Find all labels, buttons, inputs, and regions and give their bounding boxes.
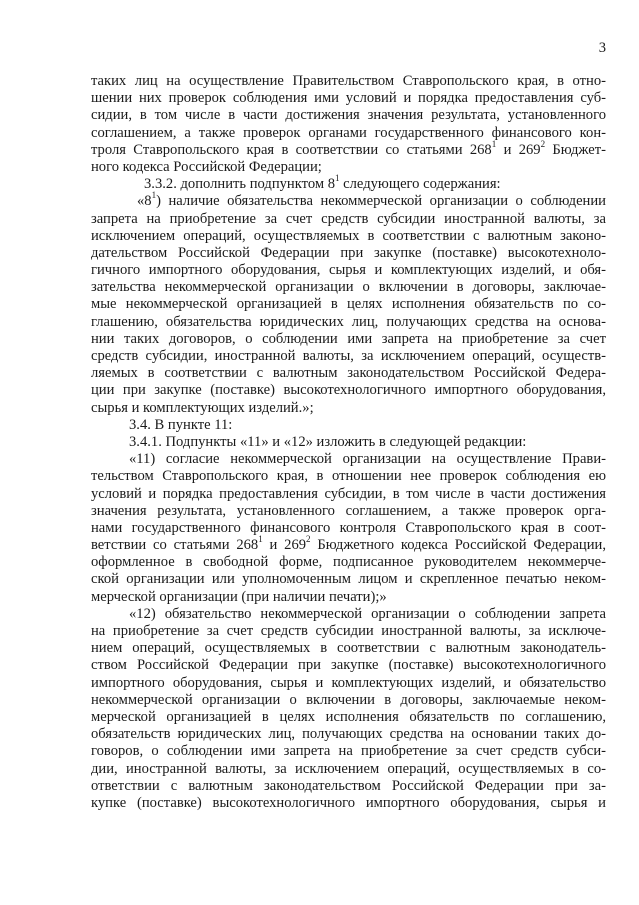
text-line: нии таких договоров, о соблюдении ими запрета на приобретение за счет: [91, 330, 606, 347]
text-line: запрета на приобретение за счет средств субсидии иностранной валюты, за: [91, 210, 606, 227]
text-line: мерческой организацией в целях исполнения обязательств по соглашению,: [91, 708, 606, 725]
text-line: ством Российской Федерации при закупке (поставке) высокотехнологичного: [91, 657, 606, 674]
text-line: троля Ставропольского края в соответствии со статьями $268^1$ и $269^2$ Бюджет-: [91, 138, 606, 158]
page-number: 3: [598, 40, 606, 56]
text-line: ветствии со статьями $268^1$ и $269^2$ Бюджетного кодекса Российской Федерации,: [91, 534, 606, 554]
subclause-8-1: [91, 190, 606, 416]
text-line: мерческой организации (при наличии печати);»: [91, 588, 387, 605]
text-line: тельством Ставропольского края, в отношении нее проверок соблюдения ею: [91, 468, 606, 485]
text-line: «11) согласие некоммерческой организации на осуществление Прави-: [129, 451, 606, 468]
clause-3-3-2: 3.3.2. дополнить подпунктом $8^1$ следующего содержания:: [144, 173, 501, 193]
text-line: нием операций, осуществляемых в соответствии с валютным законодатель-: [91, 640, 606, 657]
text-line: сидии, в том числе в части достижения значения результата, установленного: [91, 107, 606, 124]
text-line: дии, иностранной валюты, за исключением операций, осуществляемых в со-: [91, 760, 606, 777]
text-line: ного кодекса Российской Федерации;: [91, 158, 322, 175]
text-line: гичного импортного оборудования, сырья и комплектующих изделий, и обя-: [91, 262, 606, 279]
text-line: некоммерческой организации о включении в договоры, заключаемые неком-: [91, 691, 606, 708]
subclause-11: [91, 451, 606, 606]
text-line: ответствии с валютным законодательством Российской Федерации при за-: [91, 777, 606, 794]
clause-3-4: 3.4. В пункте 11:: [129, 416, 233, 433]
text-line: шении них проверок соблюдения ими условий и порядка предоставления суб-: [91, 90, 606, 107]
text-line: мые некоммерческой организацией в целях исполнения обязательств по со-: [91, 296, 606, 313]
subclause-12: [91, 606, 606, 812]
text-line: купке (поставке) высокотехнологичного импортного оборудования, сырья и: [91, 794, 606, 811]
text-line: значения результата, установленного соглашением, а также проверок орга-: [91, 502, 606, 519]
text-line: нами государственного финансового контроля Ставропольского края в соот-: [91, 519, 606, 536]
text-line: средств субсидии, иностранной валюты, за исключением операций, осуществ-: [91, 348, 606, 364]
document-body: [91, 73, 606, 812]
text-line: на приобретение за счет средств субсидии иностранной валюты, за исключе-: [91, 623, 606, 639]
text-line: сырья и комплектующих изделий.»;: [91, 399, 314, 416]
text-line: ции при закупке (поставке) высокотехнологичного импортного оборудования,: [91, 382, 606, 399]
text-line: импортного оборудования, сырья и комплектующих изделий, и обязательство: [91, 674, 606, 691]
text-line: соглашением, а также проверок органами государственного финансового кон-: [91, 124, 606, 141]
text-line: говоров, о соблюдении ими запрета на приобретение за счет средств субси-: [91, 743, 606, 760]
text-line: глашению, обязательства юридических лиц, получающих средства на основа-: [91, 313, 606, 330]
clause-3-4-1: 3.4.1. Подпункты «11» и «12» изложить в следующей редакции:: [129, 433, 527, 450]
paragraph-continuation: [91, 73, 606, 176]
text-line: таких лиц на осуществление Правительством Ставропольского края, в отно-: [91, 73, 606, 89]
text-line: «12) обязательство некоммерческой организации о соблюдении запрета: [129, 605, 606, 622]
text-line: «$8^1$) наличие обязательства некоммерческой организации о соблюдении: [137, 190, 606, 210]
text-line: зательства некоммерческой организации о включении в договоры, заключае-: [91, 279, 606, 296]
text-line: обязательств юридических лиц, получающих средства на основании таких до-: [91, 726, 606, 743]
text-line: ской организации или уполномоченным лицом и скрепленное печатью неком-: [91, 571, 606, 588]
text-line: дательством Российской Федерации при закупке (поставке) высокотехноло-: [91, 244, 606, 261]
text-line: исключением операций, осуществляемых в соответствии с валютным законо-: [91, 227, 606, 244]
text-line: ляемых в соответствии с валютным законодательством Российской Федера-: [91, 365, 606, 382]
text-line: условий и порядка предоставления субсидии, в том числе в части достижения: [91, 485, 606, 502]
text-line: оформленное в свободной форме, подписанное руководителем некоммерче-: [91, 554, 606, 571]
